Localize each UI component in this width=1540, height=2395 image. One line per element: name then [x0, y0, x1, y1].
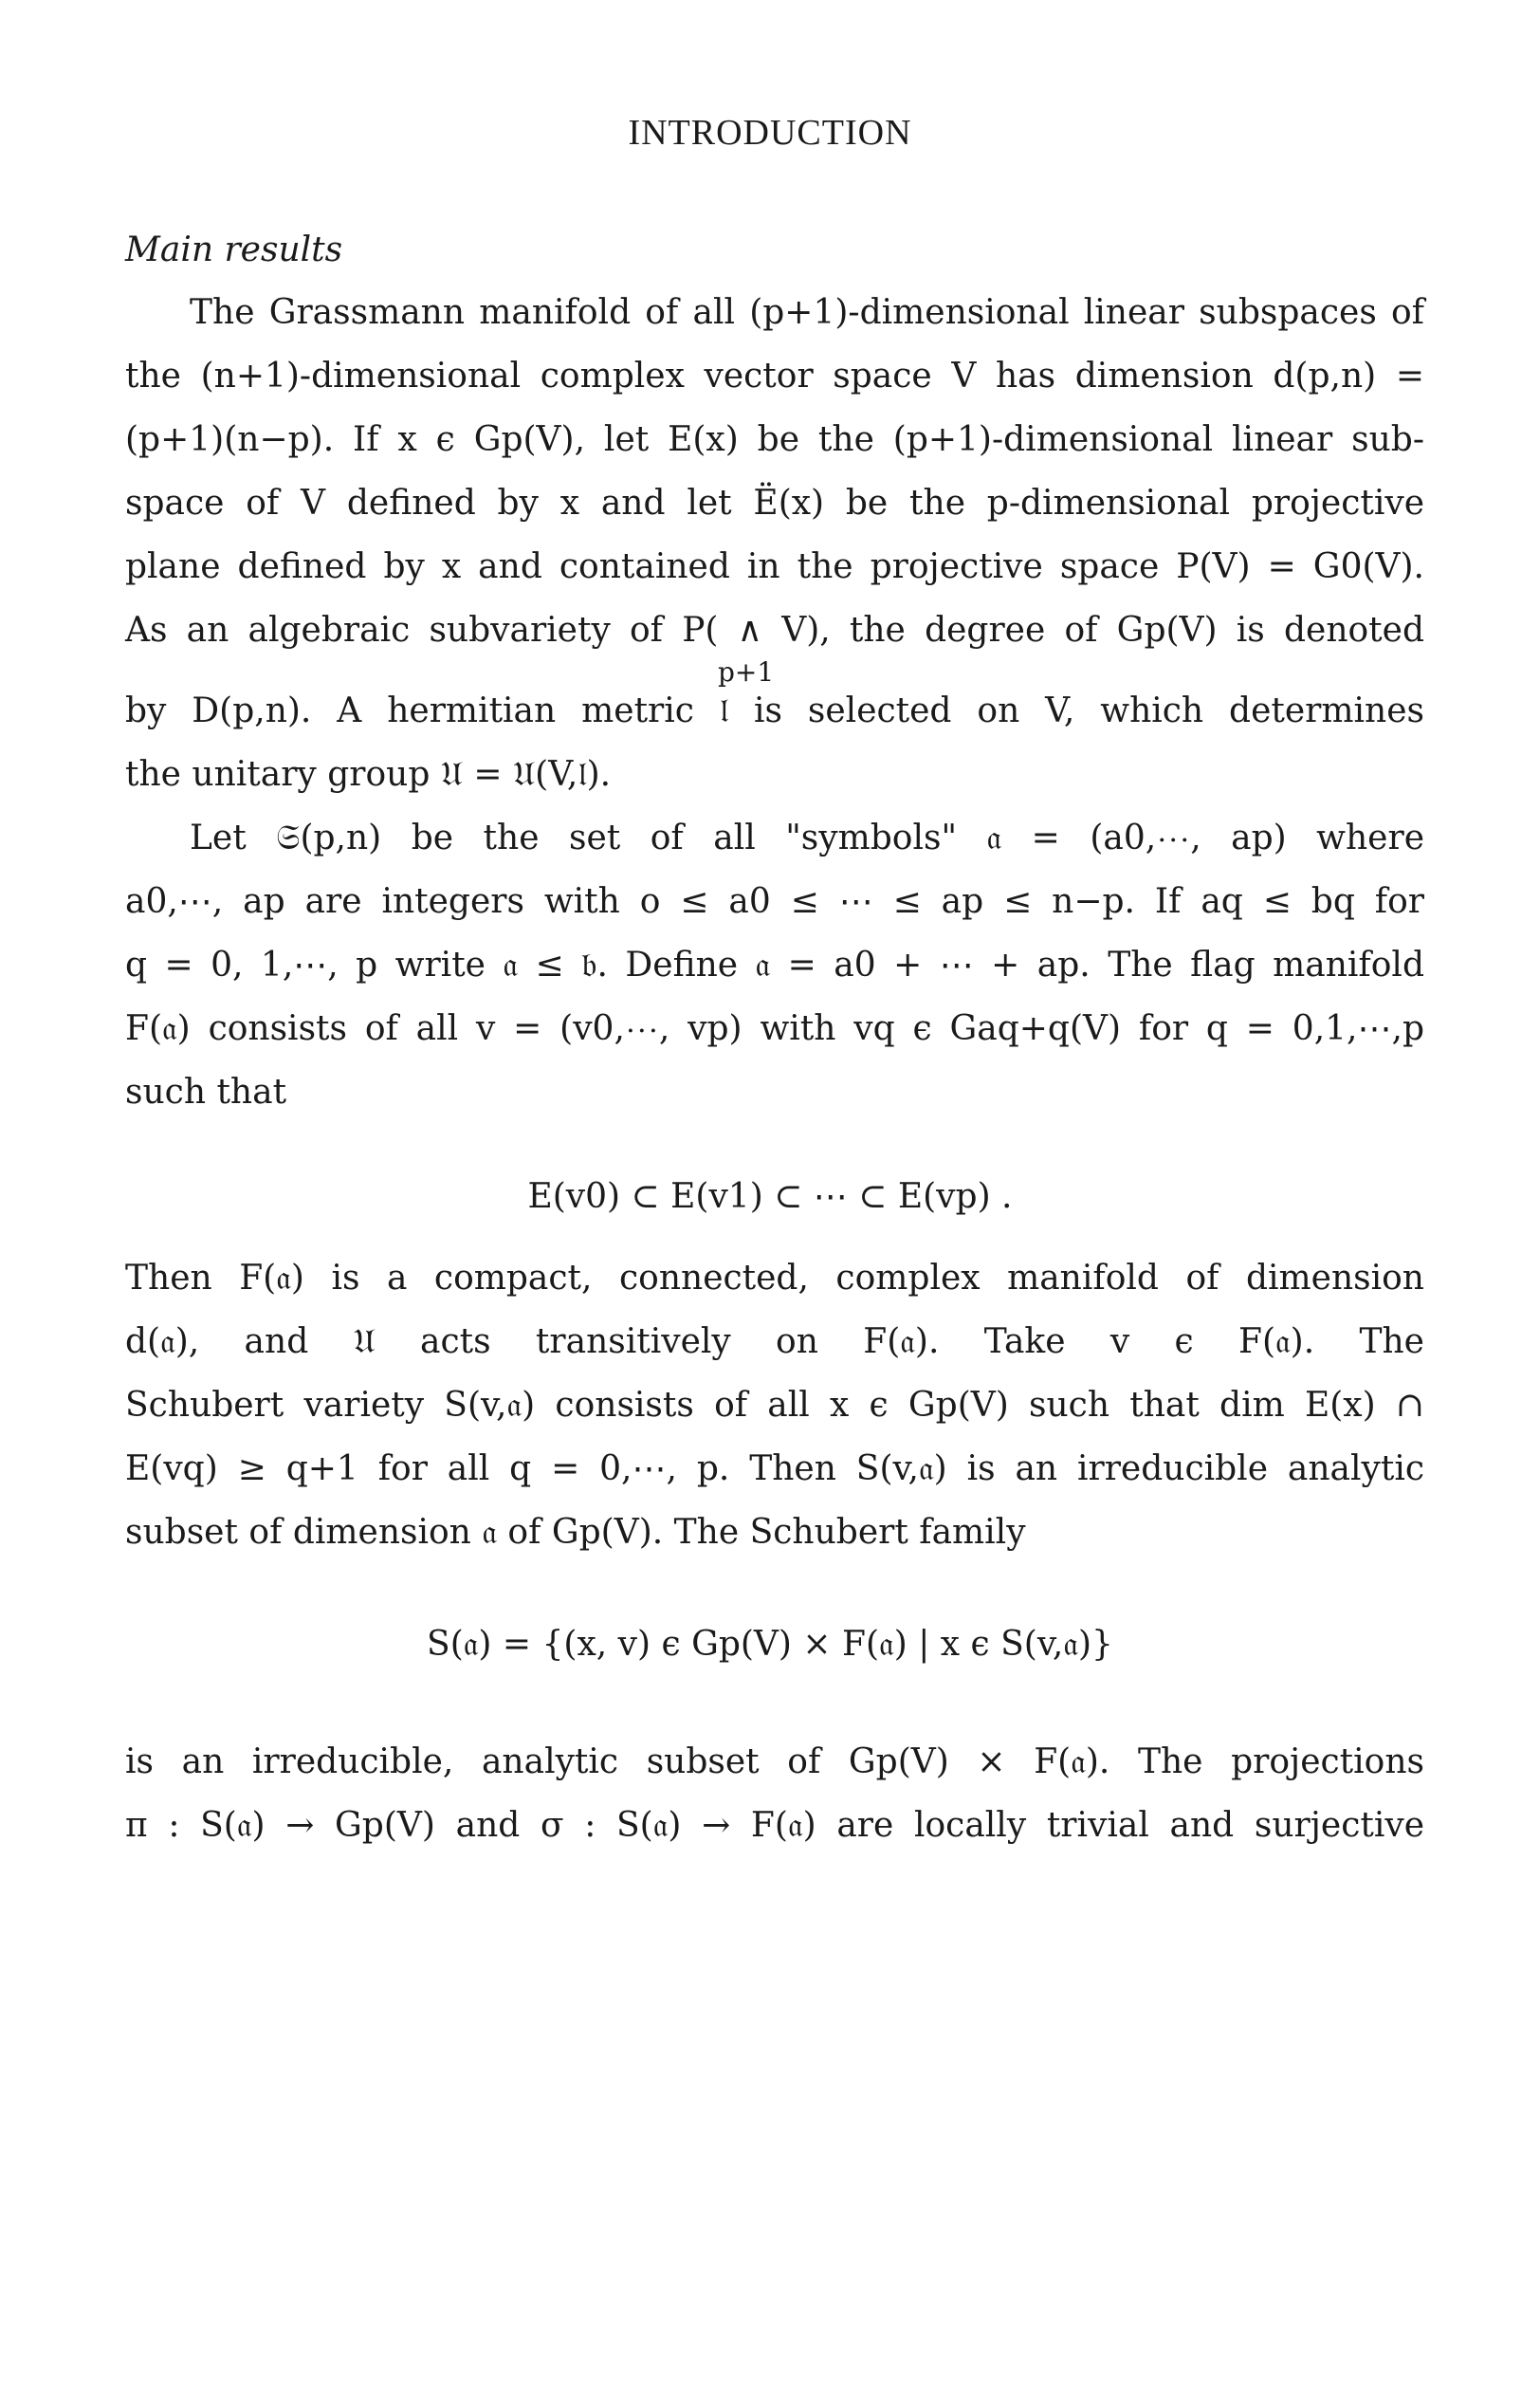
- text-line: a0,⋯, ap are integers with o ≤ a0 ≤ ⋯ ≤ ap ≤ n−p. If aq ≤ bq for: [125, 882, 1424, 921]
- text-line: Let 𝔖(p,n) be the set of all "symbols" 𝔞 = (a0,⋯, ap) where: [190, 819, 1424, 857]
- text-line: F(𝔞) consists of all v = (v0,⋯, vp) with vq ϵ Gaq+q(V) for q = 0,1,⋯,p: [125, 1009, 1424, 1048]
- text-line: As an algebraic subvariety of P( ∧ V), the degree of Gp(V) is denoted: [125, 611, 1424, 650]
- text-line: (p+1)(n−p). If x ϵ Gp(V), let E(x) be the (p+1)-dimensional linear sub-: [125, 420, 1424, 459]
- text-line: by D(p,n). A hermitian metric 𝔩 is selected on V, which determines: [125, 691, 1424, 730]
- text-line: space of V defined by x and let Ë(x) be the p-dimensional projective: [125, 484, 1424, 523]
- text-line: Schubert variety S(v,𝔞) consists of all x ϵ Gp(V) such that dim E(x) ∩: [125, 1386, 1424, 1425]
- text-line: q = 0, 1,⋯, p write 𝔞 ≤ 𝔟. Define 𝔞 = a0 + ⋯ + ap. The flag manifold: [125, 946, 1424, 985]
- text-line: plane defined by x and contained in the projective space P(V) = G0(V).: [125, 547, 1424, 586]
- page-title: INTRODUCTION: [628, 113, 912, 153]
- section-heading: Main results: [125, 230, 343, 269]
- display-equation: S(𝔞) = {(x, v) ϵ Gp(V) × F(𝔞) | x ϵ S(v,𝔞)}: [427, 1625, 1113, 1664]
- text-line: d(𝔞), and 𝔘 acts transitively on F(𝔞). Take v ϵ F(𝔞). The: [125, 1322, 1424, 1361]
- text-line: is an irreducible, analytic subset of Gp(V) × F(𝔞). The projections: [125, 1742, 1424, 1781]
- text-line: π : S(𝔞) → Gp(V) and σ : S(𝔞) → F(𝔞) are locally trivial and surjective: [125, 1806, 1424, 1845]
- text-line: E(vq) ≥ q+1 for all q = 0,⋯, p. Then S(v,𝔞) is an irreducible analytic: [125, 1449, 1424, 1488]
- text-line: The Grassmann manifold of all (p+1)-dimensional linear subspaces of: [190, 293, 1424, 332]
- text-line: subset of dimension 𝔞 of Gp(V). The Schubert family: [125, 1513, 1026, 1552]
- text-line: the (n+1)-dimensional complex vector space V has dimension d(p,n) =: [125, 357, 1424, 396]
- text-line: such that: [125, 1073, 287, 1112]
- text-line: Then F(𝔞) is a compact, connected, complex manifold of dimension: [125, 1259, 1424, 1298]
- wedge-subscript: p+1: [718, 656, 775, 688]
- text-line: the unitary group 𝔘 = 𝔘(V,𝔩).: [125, 755, 612, 794]
- display-equation: E(v0) ⊂ E(v1) ⊂ ⋯ ⊂ E(vp) .: [527, 1177, 1013, 1216]
